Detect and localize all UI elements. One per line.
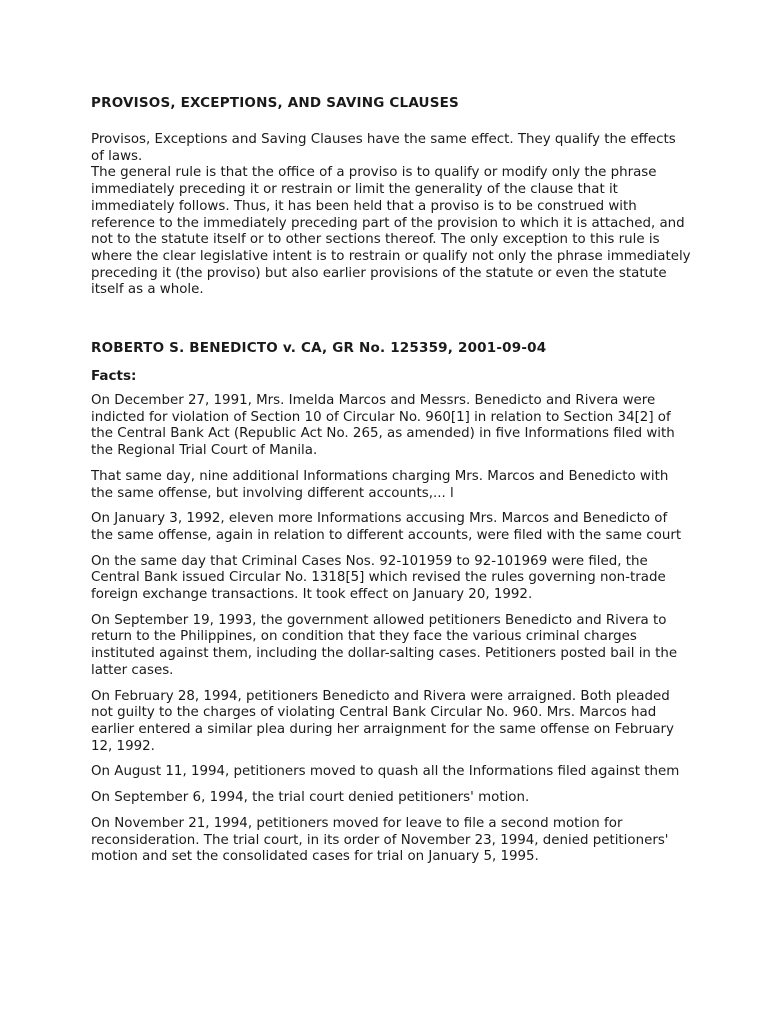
- intro-section: [91, 132, 691, 299]
- document-page: [91, 94, 691, 875]
- facts-paragraph: On November 21, 1994, petitioners moved for leave to file a second motion for reconsideration. The trial court, in its order of November 23, 1994, denied petitioners' motion and set the consolidated cases for trial on January 5, 1995.: [91, 815, 669, 865]
- document-title: PROVISOS, EXCEPTIONS, AND SAVING CLAUSES: [91, 95, 459, 111]
- facts-paragraph: That same day, nine additional Informations charging Mrs. Marcos and Benedicto with the same offense, but involving different accounts,... l: [91, 468, 669, 501]
- facts-paragraph: On the same day that Criminal Cases Nos. 92-101959 to 92-101969 were filed, the Central Bank issued Circular No. 1318[5] which revised the rules governing non-trade foreign exchange transactions. It took effect on January 20, 1992.: [91, 553, 666, 603]
- facts-paragraph: On December 27, 1991, Mrs. Imelda Marcos and Messrs. Benedicto and Rivera were indicted for violation of Section 10 of Circular No. 960[1] in relation to Section 34[2] of the Central Bank Act (Republic Act No. 265, as amended) in five Informations filed with the Regional Trial Court of Manila.: [91, 393, 675, 459]
- facts-paragraph: On September 6, 1994, the trial court denied petitioners' motion.: [91, 790, 530, 806]
- intro-paragraph: The general rule is that the office of a proviso is to qualify or modify only the phrase immediately preceding it or restrain or limit the generality of the clause that it immediately follows. Thus, it has been held that a proviso is to be construed with reference to the immediately preceding part of the provision to which it is attached, and not to the statute itself or to other sections thereof. The only exception to this rule is where the clear legislative intent is to restrain or qualify not only the phrase immediately preceding it (the proviso) but also earlier provisions of the statute or even the statute itself as a whole.: [91, 165, 691, 298]
- facts-paragraph: On August 11, 1994, petitioners moved to quash all the Informations filed against them: [91, 764, 680, 780]
- facts-paragraph: On February 28, 1994, petitioners Benedicto and Rivera were arraigned. Both pleaded not guilty to the charges of violating Central Bank Circular No. 960. Mrs. Marcos had earlier entered a similar plea during her arraignment for the same offense on February 12, 1992.: [91, 688, 674, 754]
- case-title: ROBERTO S. BENEDICTO v. CA, GR No. 125359, 2001-09-04: [91, 340, 547, 357]
- facts-heading: Facts:: [91, 368, 137, 385]
- facts-section: [91, 393, 691, 866]
- intro-paragraph: Provisos, Exceptions and Saving Clauses have the same effect. They qualify the effects of laws.: [91, 132, 676, 164]
- facts-paragraph: On September 19, 1993, the government allowed petitioners Benedicto and Rivera to return to the Philippines, on condition that they face the various criminal charges instituted against them, including the dollar-salting cases. Petitioners posted bail in the latter cases.: [91, 612, 678, 678]
- facts-paragraph: On January 3, 1992, eleven more Informations accusing Mrs. Marcos and Benedicto of the same offense, again in relation to different accounts, were filed with the same court: [91, 511, 682, 543]
